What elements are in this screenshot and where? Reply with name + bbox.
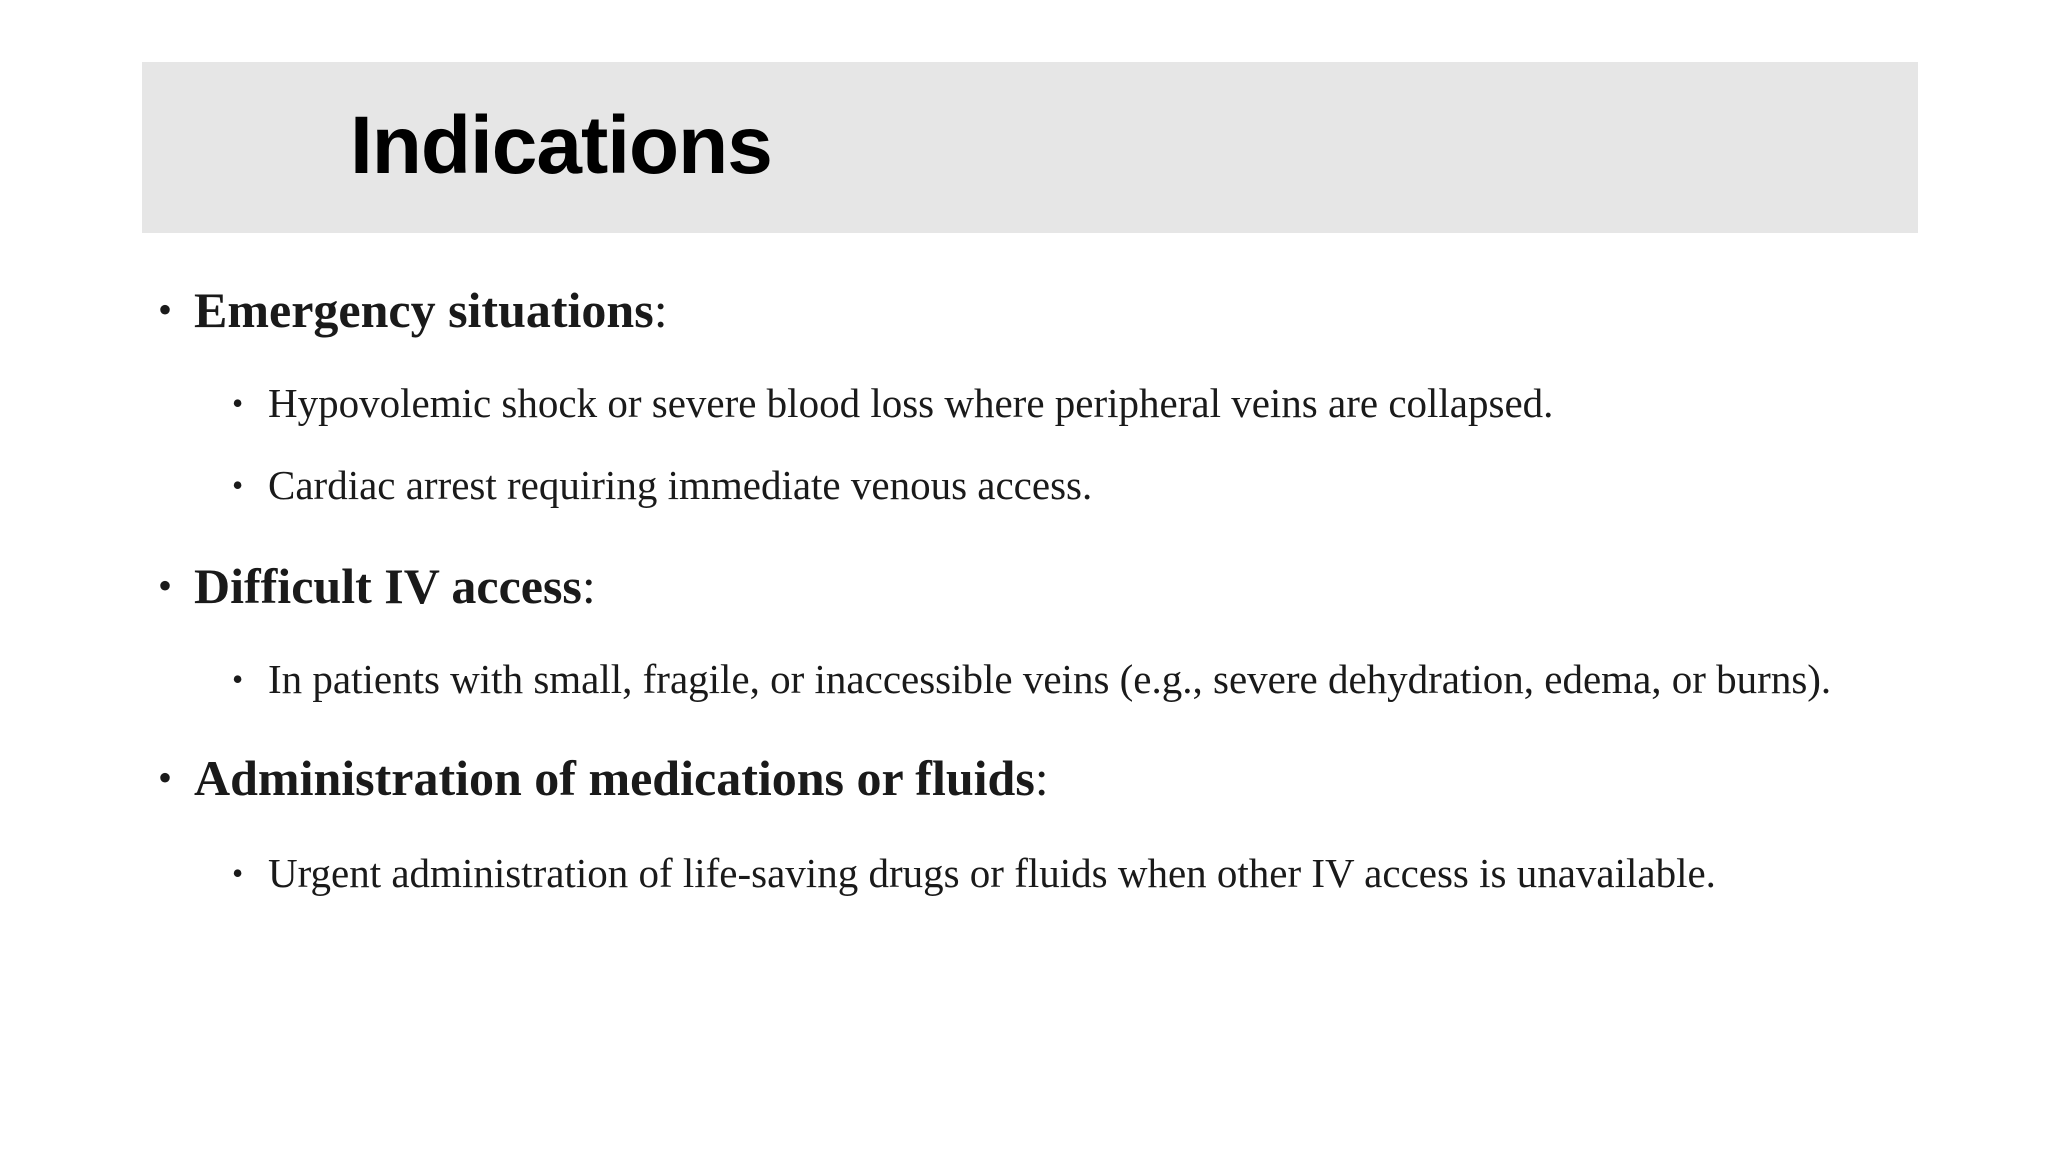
bullet-icon: • bbox=[232, 855, 244, 891]
bullet-icon: • bbox=[158, 755, 173, 800]
heading-colon: : bbox=[581, 558, 596, 614]
list-item bbox=[150, 832, 1928, 914]
heading-colon: : bbox=[653, 282, 668, 338]
section-difficult-iv-access bbox=[150, 546, 1910, 720]
bullet-icon: • bbox=[158, 563, 173, 608]
sub-list bbox=[150, 832, 1910, 914]
list-item-text: In patients with small, fragile, or inaccessible veins (e.g., severe dehydration, edema, or burns). bbox=[268, 656, 1832, 702]
sub-list bbox=[150, 638, 1910, 720]
list-item-text: Urgent administration of life-saving drugs or fluids when other IV access is unavailable. bbox=[268, 850, 1716, 896]
section-heading-text: Difficult IV access bbox=[194, 558, 582, 614]
title-bar bbox=[142, 62, 1918, 233]
list-item-text: Cardiac arrest requiring immediate venous access. bbox=[268, 462, 1093, 508]
bullet-icon: • bbox=[232, 661, 244, 697]
section-heading-text: Administration of medications or fluids bbox=[194, 750, 1035, 806]
section-emergency-situations bbox=[150, 270, 1910, 526]
slide-content bbox=[150, 270, 1910, 914]
list-item bbox=[150, 444, 1928, 526]
section-heading-text: Emergency situations bbox=[194, 282, 654, 338]
list-item-text: Hypovolemic shock or severe blood loss where peripheral veins are collapsed. bbox=[268, 380, 1554, 426]
list-item bbox=[150, 638, 1928, 720]
section-administration bbox=[150, 738, 1910, 914]
section-heading bbox=[150, 546, 1910, 626]
section-heading bbox=[150, 270, 1910, 350]
slide-title: Indications bbox=[350, 100, 772, 191]
sub-list bbox=[150, 362, 1910, 526]
bullet-icon: • bbox=[158, 287, 173, 332]
bullet-icon: • bbox=[232, 467, 244, 503]
section-heading bbox=[150, 738, 1910, 818]
list-item bbox=[150, 362, 1928, 444]
bullet-icon: • bbox=[232, 385, 244, 421]
heading-colon: : bbox=[1034, 750, 1049, 806]
